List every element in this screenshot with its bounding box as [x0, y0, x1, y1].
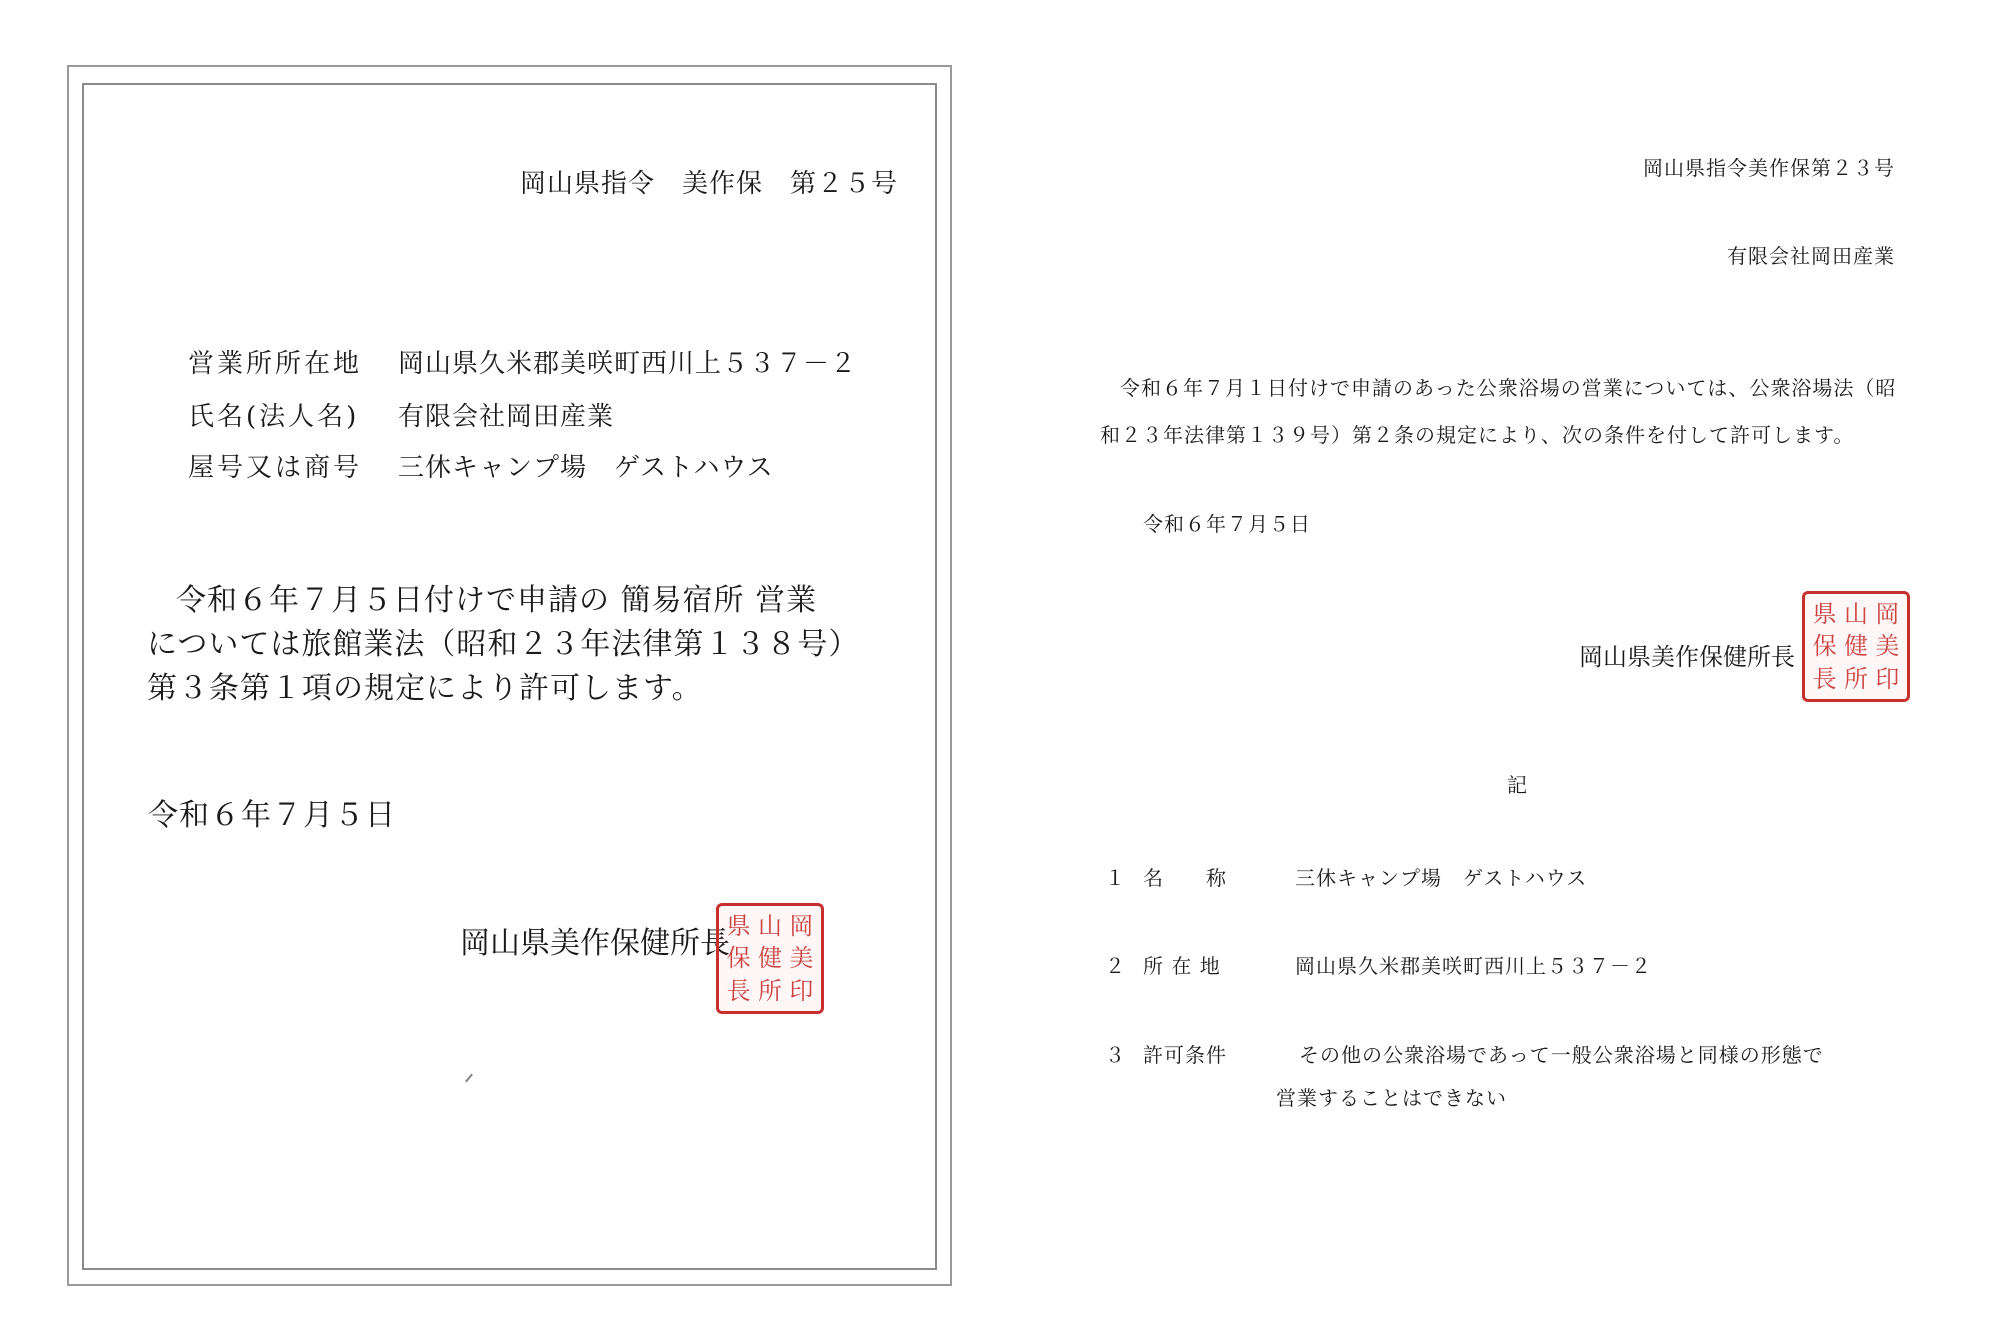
item-number-2: ２ [1105, 954, 1126, 978]
field-label-address: 営業所所在地 [188, 349, 363, 379]
field-label-trade-name: 屋号又は商号 [188, 453, 363, 483]
right-issuer: 岡山県美作保健所長 [1579, 643, 1795, 671]
field-value-name: 有限会社岡田産業 [398, 402, 615, 432]
item-value-address: 岡山県久米郡美咲町西川上５３７－２ [1295, 954, 1652, 978]
left-date: 令和６年７月５日 [148, 798, 396, 833]
left-issuer: 岡山県美作保健所長 [460, 926, 730, 961]
recipient-name: 有限会社岡田産業 [1727, 244, 1895, 268]
right-body-line-1: 令和６年７月１日付けで申請のあった公衆浴場の営業については、公衆浴場法（昭 [1120, 376, 1897, 400]
field-value-address: 岡山県久米郡美咲町西川上５３７－２ [398, 349, 858, 379]
left-body-line-2: については旅館業法（昭和２３年法律第１３８号） [147, 627, 860, 662]
right-date: 令和６年７月５日 [1143, 512, 1311, 536]
field-value-trade-name: 三休キャンプ場 ゲストハウス [398, 453, 774, 483]
item-label-address: 所 在 地 [1143, 954, 1221, 978]
right-body-line-2: 和２３年法律第１３９号）第２条の規定により、次の条件を付して許可します。 [1100, 423, 1855, 447]
item-label-conditions: 許可条件 [1143, 1043, 1227, 1067]
item-label-name: 名 称 [1143, 866, 1227, 890]
left-body-line-1: 令和６年７月５日付けで申請の 簡易宿所 営業 [176, 583, 818, 618]
field-label-name: 氏名(法人名) [188, 402, 360, 432]
official-seal-stamp: 県 保 長 山 健 所 岡 美 印 [1802, 591, 1910, 702]
item-value-conditions: その他の公衆浴場であって一般公衆浴場と同様の形態で [1299, 1043, 1824, 1067]
item-number-3: ３ [1105, 1043, 1126, 1067]
item-value-name: 三休キャンプ場 ゲストハウス [1295, 866, 1588, 890]
section-heading: 記 [1507, 773, 1528, 797]
official-seal-stamp: 県 保 長 山 健 所 岡 美 印 [716, 903, 824, 1014]
left-body-line-3: 第３条第１項の規定により許可します。 [147, 671, 703, 706]
item-number-1: １ [1105, 866, 1126, 890]
item-value-conditions-continued: 営業することはできない [1276, 1086, 1507, 1110]
left-permit-number: 岡山県指令 美作保 第２５号 [520, 169, 899, 199]
right-permit-number: 岡山県指令美作保第２３号 [1643, 156, 1895, 180]
